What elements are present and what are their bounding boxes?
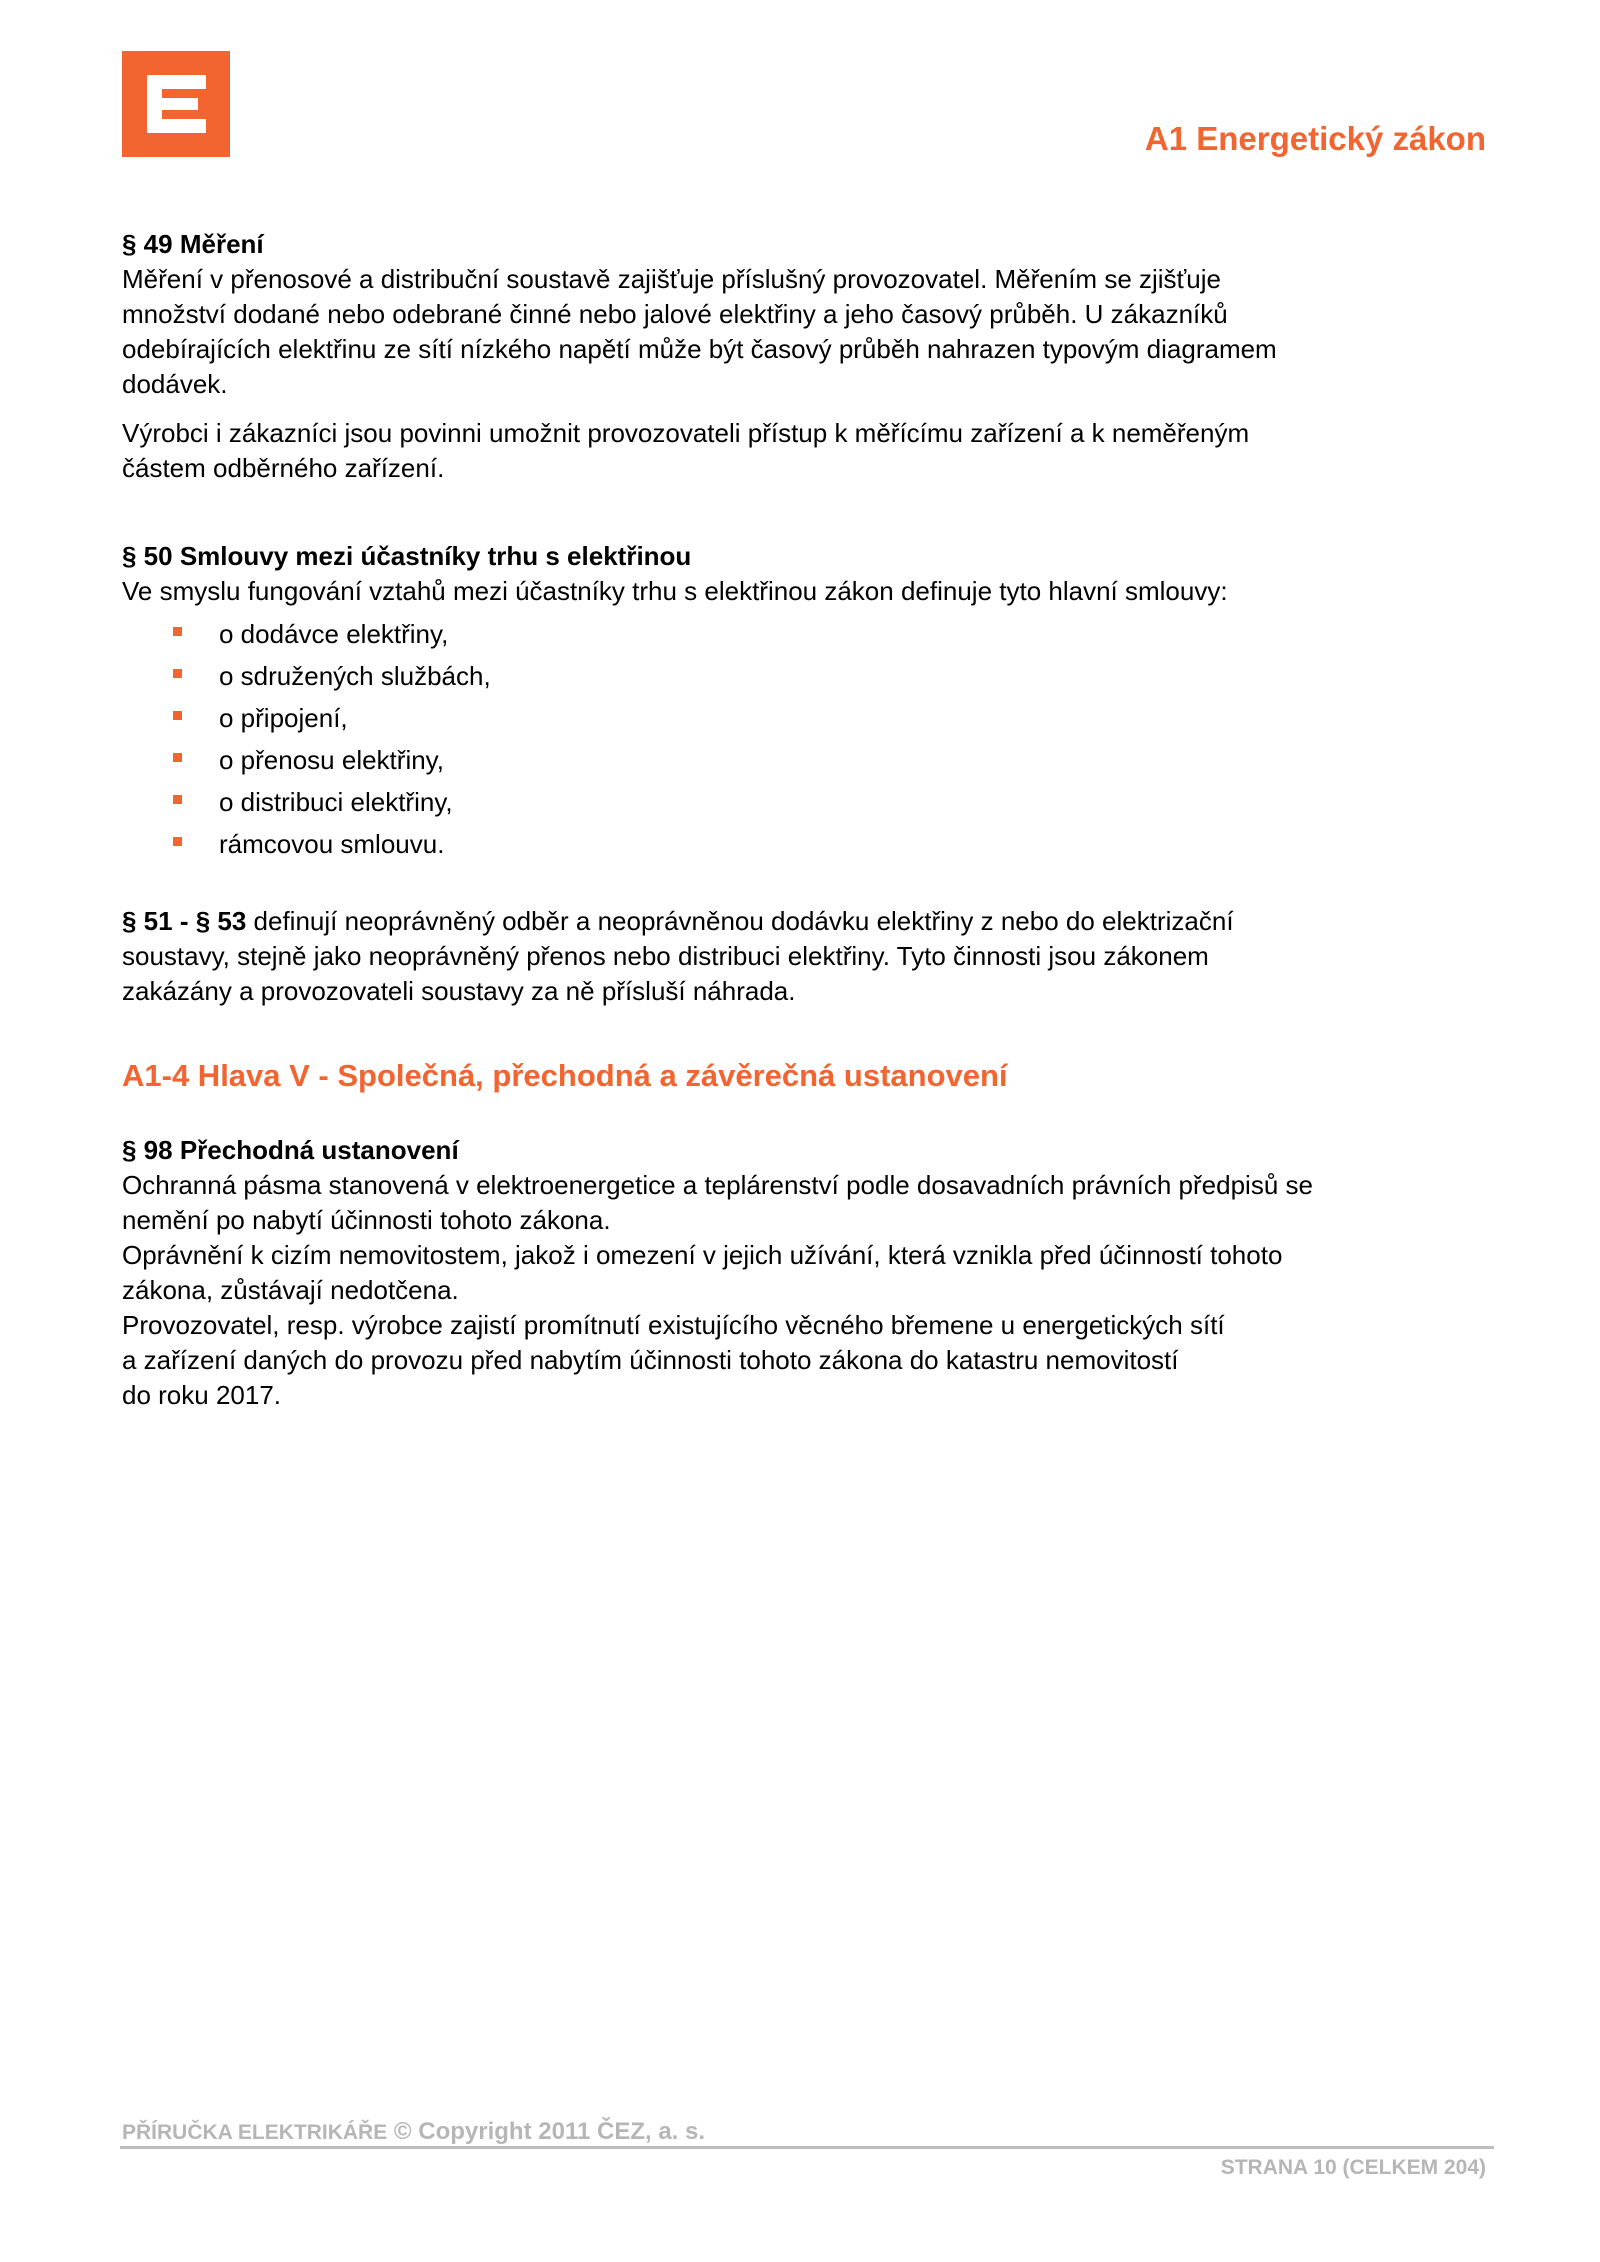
text-line: Ochranná pásma stanovená v elektroenergetice a teplárenství podle dosavadních právních předpisů se xyxy=(122,1170,1313,1200)
section-51-53-ref: § 51 - § 53 xyxy=(122,906,247,936)
section-49-paragraph-1 xyxy=(122,262,1492,402)
text-line: Oprávnění k cizím nemovitostem, jakož i omezení v jejich užívání, která vznikla před účinností tohoto xyxy=(122,1240,1283,1270)
footer-divider xyxy=(120,2146,1494,2149)
text-line: a zařízení daných do provozu před nabytím účinnosti tohoto zákona do katastru nemovitostí xyxy=(122,1345,1179,1375)
cez-logo-icon xyxy=(122,51,230,157)
footer-copyright xyxy=(122,2118,705,2146)
page-header-title: A1 Energetický zákon xyxy=(1144,120,1486,157)
text-line: Měření v přenosové a distribuční soustavě zajišťuje příslušný provozovatel. Měřením se zjišťuje xyxy=(122,264,1221,294)
text-line: soustavy, stejně jako neoprávněný přenos nebo distribuci elektřiny. Tyto činnosti jsou zákonem xyxy=(122,941,1209,971)
text-line: Výrobci i zákazníci jsou povinni umožnit provozovateli přístup k měřícímu zařízení a k neměřeným xyxy=(122,418,1250,448)
section-49-title: § 49 Měření xyxy=(122,229,264,259)
square-bullet-icon xyxy=(173,627,182,636)
page-number: STRANA 10 (CELKEM 204) xyxy=(1220,2156,1486,2179)
square-bullet-icon xyxy=(173,837,182,846)
square-bullet-icon xyxy=(173,711,182,720)
document-body xyxy=(122,227,1492,1413)
list-item: o sdružených službách, xyxy=(122,659,1492,694)
list-item: o distribuci elektřiny, xyxy=(122,785,1492,820)
list-item: rámcovou smlouvu. xyxy=(122,827,1492,862)
section-98-paragraph xyxy=(122,1168,1492,1413)
text-line: odebírajících elektřinu ze sítí nízkého napětí může být časový průběh nahrazen typovým diagramem xyxy=(122,334,1277,364)
contract-list xyxy=(122,617,1492,862)
text-line: definují neoprávněný odběr a neoprávněnou dodávku elektřiny z nebo do elektrizační xyxy=(246,906,1234,936)
section-51-53-paragraph xyxy=(122,904,1492,1009)
square-bullet-icon xyxy=(173,795,182,804)
copyright-text: © Copyright 2011 ČEZ, a. s. xyxy=(393,2118,706,2145)
text-line: částem odběrného zařízení. xyxy=(122,453,445,483)
square-bullet-icon xyxy=(173,753,182,762)
chapter-heading: A1-4 Hlava V - Společná, přechodná a závěrečná ustanovení xyxy=(122,1058,1008,1093)
text-line: zákona, zůstávají nedotčena. xyxy=(122,1275,459,1305)
section-50-title: § 50 Smlouvy mezi účastníky trhu s elektřinou xyxy=(122,541,692,571)
text-line: Provozovatel, resp. výrobce zajistí promítnutí existujícího věcného břemene u energetických sítí xyxy=(122,1310,1225,1340)
section-98-title: § 98 Přechodná ustanovení xyxy=(122,1135,459,1165)
text-line: zakázány a provozovateli soustavy za ně přísluší náhrada. xyxy=(122,976,796,1006)
list-item: o dodávce elektřiny, xyxy=(122,617,1492,652)
text-line: dodávek. xyxy=(122,369,228,399)
footer-brand: PŘÍRUČKA ELEKTRIKÁŘE xyxy=(122,2121,388,2144)
text-line: do roku 2017. xyxy=(122,1380,282,1410)
list-item: o přenosu elektřiny, xyxy=(122,743,1492,778)
text-line: množství dodané nebo odebrané činné nebo jalové elektřiny a jeho časový průběh. U zákazníků xyxy=(122,299,1228,329)
text-line: nemění po nabytí účinnosti tohoto zákona. xyxy=(122,1205,611,1235)
section-49-paragraph-2 xyxy=(122,416,1492,486)
section-50-intro: Ve smyslu fungování vztahů mezi účastníky trhu s elektřinou zákon definuje tyto hlavní smlouvy: xyxy=(122,576,1228,606)
list-item: o připojení, xyxy=(122,701,1492,736)
square-bullet-icon xyxy=(173,669,182,678)
